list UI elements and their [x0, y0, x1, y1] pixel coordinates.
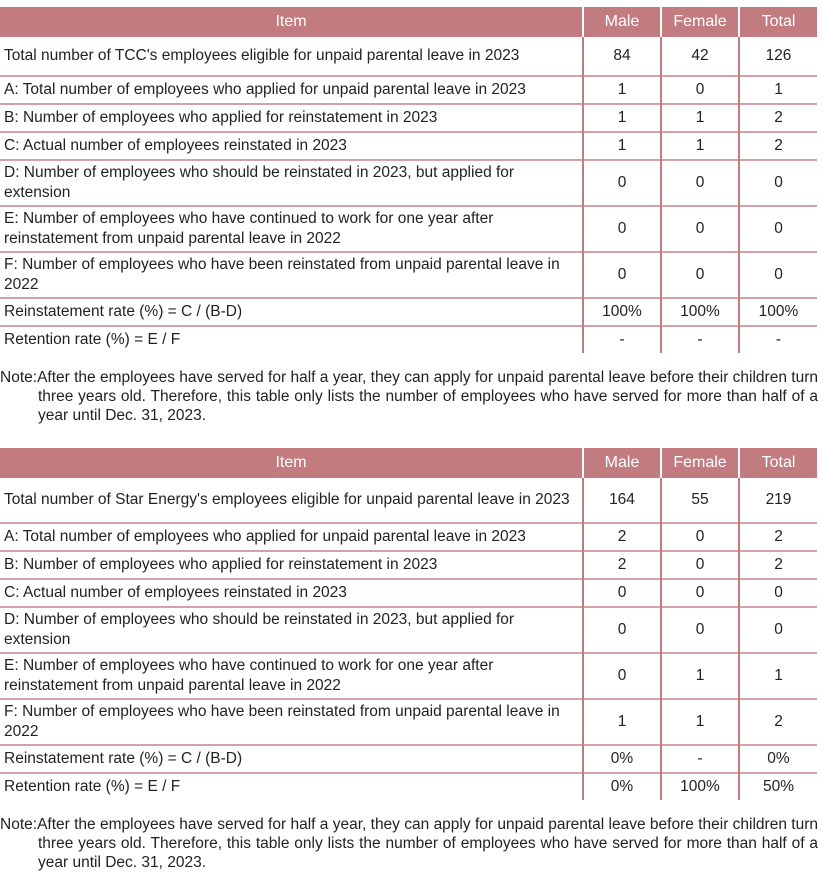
table-row [0, 699, 817, 745]
row-item: Reinstatement rate (%) = C / (B-D) [0, 298, 583, 326]
row-male: 0% [583, 773, 661, 800]
row-item: E: Number of employees who have continued to work for one year after reinstatement from unpaid parental leave in 2022 [0, 206, 583, 252]
header-item: Item [0, 448, 583, 478]
row-item: F: Number of employees who have been reinstated from unpaid parental leave in 2022 [0, 699, 583, 745]
tcc-parental-leave-table-container [0, 7, 817, 353]
row-total: 0 [739, 160, 817, 206]
row-female: 0 [661, 76, 739, 104]
row-item: Reinstatement rate (%) = C / (B-D) [0, 745, 583, 773]
row-total: 0 [739, 579, 817, 607]
row-female: 100% [661, 773, 739, 800]
row-female: - [661, 745, 739, 773]
row-total: 126 [739, 37, 817, 76]
row-total: 1 [739, 653, 817, 699]
row-item: C: Actual number of employees reinstated in 2023 [0, 132, 583, 160]
row-male: 1 [583, 132, 661, 160]
header-total: Total [739, 7, 817, 37]
row-total: 2 [739, 132, 817, 160]
row-female: 0 [661, 607, 739, 653]
note-label: Note: [0, 369, 38, 386]
row-total: 219 [739, 478, 817, 523]
row-female: 1 [661, 104, 739, 132]
table-row [0, 551, 817, 579]
header-item: Item [0, 7, 583, 37]
row-male: 84 [583, 37, 661, 76]
header-female: Female [661, 7, 739, 37]
row-total: 50% [739, 773, 817, 800]
row-total: 100% [739, 298, 817, 326]
star-energy-parental-leave-table [0, 448, 817, 800]
row-total: - [739, 326, 817, 353]
header-total: Total [739, 448, 817, 478]
row-item: Retention rate (%) = E / F [0, 326, 583, 353]
header-male: Male [583, 7, 661, 37]
row-male: 0 [583, 579, 661, 607]
table-row [0, 607, 817, 653]
table-row [0, 252, 817, 298]
table-row [0, 773, 817, 800]
row-total: 1 [739, 76, 817, 104]
note-text: After the employees have served for half a year, they can apply for unpaid parental leave before their children turn three years old. Therefore, this table only lists the number of employees who have served for more than half of a year until Dec. 31, 2023. [37, 816, 818, 871]
row-female: 1 [661, 653, 739, 699]
row-item: F: Number of employees who have been reinstated from unpaid parental leave in 2022 [0, 252, 583, 298]
row-item: Total number of Star Energy's employees eligible for unpaid parental leave in 2023 [4, 491, 570, 508]
row-item: Total number of TCC's employees eligible for unpaid parental leave in 2023 [4, 47, 520, 64]
star-energy-parental-leave-table-container [0, 448, 817, 800]
row-female: 1 [661, 132, 739, 160]
table-header-row [0, 448, 817, 478]
table2-note [0, 815, 818, 872]
row-male: 164 [583, 478, 661, 523]
row-male: 0 [583, 252, 661, 298]
row-item: B: Number of employees who applied for reinstatement in 2023 [0, 551, 583, 579]
row-male: 1 [583, 104, 661, 132]
table-row [0, 37, 817, 76]
row-male: 1 [583, 76, 661, 104]
row-female: 0 [661, 551, 739, 579]
row-item: C: Actual number of employees reinstated in 2023 [0, 579, 583, 607]
row-male: 2 [583, 551, 661, 579]
row-female: - [661, 326, 739, 353]
table-row [0, 132, 817, 160]
row-female: 0 [661, 160, 739, 206]
table1-note [0, 368, 818, 425]
row-male: 0 [583, 653, 661, 699]
row-item: A: Total number of employees who applied for unpaid parental leave in 2023 [0, 523, 583, 551]
row-male: 0 [583, 206, 661, 252]
table-row [0, 523, 817, 551]
row-total: 0 [739, 607, 817, 653]
table-row [0, 160, 817, 206]
note-label: Note: [0, 816, 38, 833]
note-text: After the employees have served for half a year, they can apply for unpaid parental leave before their children turn three years old. Therefore, this table only lists the number of employees who have served for more than half of a year until Dec. 31, 2023. [37, 369, 818, 424]
table-row [0, 326, 817, 353]
header-female: Female [661, 448, 739, 478]
row-male: 0 [583, 160, 661, 206]
row-male: - [583, 326, 661, 353]
row-male: 0 [583, 607, 661, 653]
tcc-parental-leave-table [0, 7, 817, 353]
table-row [0, 653, 817, 699]
header-male: Male [583, 448, 661, 478]
row-total: 0 [739, 206, 817, 252]
table-row [0, 298, 817, 326]
row-item: B: Number of employees who applied for reinstatement in 2023 [0, 104, 583, 132]
table-row [0, 104, 817, 132]
row-female: 42 [661, 37, 739, 76]
row-female: 0 [661, 523, 739, 551]
row-total: 0% [739, 745, 817, 773]
row-female: 0 [661, 206, 739, 252]
row-female: 0 [661, 252, 739, 298]
row-male: 100% [583, 298, 661, 326]
row-item: Retention rate (%) = E / F [0, 773, 583, 800]
row-total: 2 [739, 699, 817, 745]
row-total: 2 [739, 551, 817, 579]
row-total: 2 [739, 523, 817, 551]
row-female: 100% [661, 298, 739, 326]
table-row [0, 579, 817, 607]
table-row [0, 478, 817, 523]
row-item: E: Number of employees who have continued to work for one year after reinstatement from unpaid parental leave in 2022 [0, 653, 583, 699]
row-female: 1 [661, 699, 739, 745]
row-female: 55 [661, 478, 739, 523]
row-female: 0 [661, 579, 739, 607]
table-header-row [0, 7, 817, 37]
table-row [0, 76, 817, 104]
row-male: 2 [583, 523, 661, 551]
row-male: 1 [583, 699, 661, 745]
row-male: 0% [583, 745, 661, 773]
row-total: 0 [739, 252, 817, 298]
row-item: D: Number of employees who should be reinstated in 2023, but applied for extension [0, 607, 583, 653]
row-item: A: Total number of employees who applied for unpaid parental leave in 2023 [0, 76, 583, 104]
row-item: D: Number of employees who should be reinstated in 2023, but applied for extension [0, 160, 583, 206]
row-total: 2 [739, 104, 817, 132]
table-row [0, 206, 817, 252]
table-row [0, 745, 817, 773]
